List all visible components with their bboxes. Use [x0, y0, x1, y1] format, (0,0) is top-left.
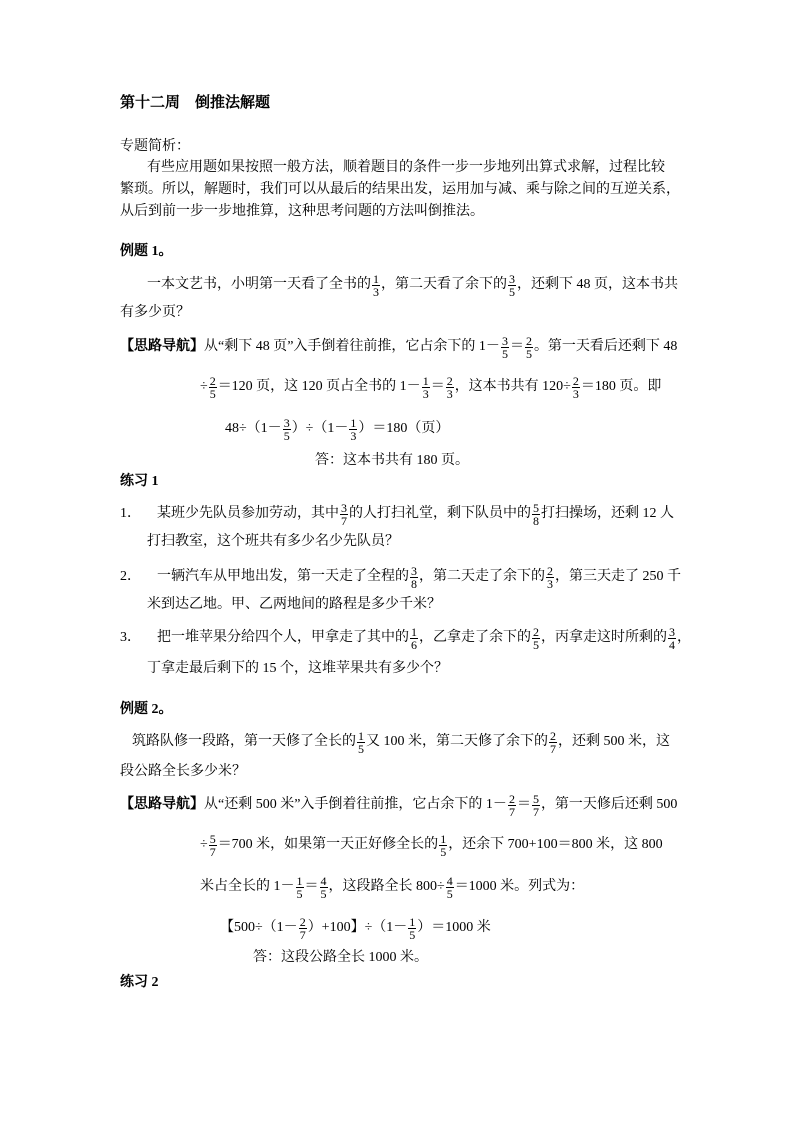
fraction-denominator: 4 — [669, 637, 675, 652]
example-2-problem-line — [132, 728, 670, 756]
fraction-denominator: 7 — [532, 804, 539, 819]
fraction-denominator: 5 — [296, 886, 303, 901]
text-run: ，丙拿走这时所剩的 — [541, 630, 667, 645]
fraction — [410, 626, 418, 651]
text-run: ，这段路全长 800÷ — [328, 879, 445, 894]
text-run: ＝ — [516, 797, 531, 812]
fraction — [549, 730, 557, 755]
text-run: 段公路全长多少米？ — [120, 764, 246, 779]
text-run: ＝120 页，这 120 页占全书的 1－ — [217, 379, 421, 394]
fraction-numerator: 2 — [550, 728, 556, 743]
text-run: ，乙拿走了余下的 — [419, 630, 531, 645]
text-run: ，还余下 700+100＝800 米，这 800 — [448, 837, 663, 852]
example-2-heading: 例题 2。 — [120, 702, 173, 717]
text-run: 48÷（1－ — [225, 421, 282, 436]
fraction — [340, 502, 348, 527]
text-run: 把一堆苹果分给四个人，甲拿走了其中的 — [157, 630, 409, 645]
analysis-line: 从后到前一步一步地推算，这种思考问题的方法叫倒推法。 — [120, 204, 484, 219]
fraction — [525, 335, 533, 360]
fraction — [357, 730, 365, 755]
text-run: ＝ — [430, 379, 445, 394]
text-run: 打扫教室，这个班共有多少名少先队员？ — [147, 534, 399, 549]
fraction — [408, 916, 416, 941]
fraction — [283, 417, 291, 442]
fraction-numerator: 2 — [446, 373, 453, 388]
fraction-numerator: 4 — [446, 873, 453, 888]
fraction-denominator: 8 — [411, 576, 417, 591]
example-2-formula — [220, 914, 491, 942]
example-2-answer: 答：这段公路全长 1000 米。 — [253, 950, 428, 965]
item-number: 3． — [120, 630, 141, 645]
fraction-denominator: 3 — [373, 284, 379, 299]
text-run: 又 100 米，第二天修了余下的 — [366, 734, 548, 749]
fraction — [410, 565, 418, 590]
example-1-answer: 答：这本书共有 180 页。 — [315, 453, 469, 468]
fraction-numerator: 2 — [525, 333, 532, 348]
text-run: 米到达乙地。甲、乙两地间的路程是多少千米？ — [147, 597, 441, 612]
fraction-denominator: 3 — [547, 576, 553, 591]
fraction — [372, 273, 380, 298]
fraction-denominator: 7 — [341, 513, 347, 528]
fraction-numerator: 3 — [411, 563, 417, 578]
text-run: ，这本书共有 120÷ — [454, 379, 571, 394]
text-run: 米占全长的 1－ — [200, 879, 295, 894]
text-run: ）÷（1－ — [291, 421, 349, 436]
fraction-numerator: 1 — [373, 271, 379, 286]
practice-item-line — [147, 532, 399, 552]
fraction-denominator: 5 — [501, 346, 508, 361]
fraction-numerator: 1 — [296, 873, 303, 888]
fraction — [532, 793, 540, 818]
item-number: 2． — [120, 569, 141, 584]
practice-1-heading: 练习 1 — [120, 474, 159, 489]
fraction-numerator: 2 — [533, 624, 539, 639]
fraction-denominator: 8 — [533, 513, 539, 528]
fraction-numerator: 5 — [533, 500, 539, 515]
practice-2-heading: 练习 2 — [120, 975, 159, 990]
fraction-numerator: 2 — [572, 373, 579, 388]
text-run: ＝ — [509, 339, 524, 354]
fraction-numerator: 3 — [501, 333, 508, 348]
fraction-numerator: 1 — [411, 624, 417, 639]
example-2-solution-line — [200, 831, 663, 859]
fraction-numerator: 2 — [547, 563, 553, 578]
solution-label: 【思路导航】 — [120, 339, 204, 354]
fraction-denominator: 5 — [525, 346, 532, 361]
fraction-numerator: 3 — [669, 624, 675, 639]
text-run: ＝ — [304, 879, 319, 894]
example-2-problem-line — [120, 762, 246, 782]
fraction — [572, 375, 580, 400]
fraction-numerator: 3 — [283, 415, 290, 430]
practice-item-line — [147, 595, 441, 615]
example-1-solution-line — [200, 373, 662, 401]
fraction-numerator: 3 — [341, 500, 347, 515]
text-run: ， — [677, 630, 691, 645]
fraction — [209, 375, 217, 400]
fraction-numerator: 3 — [509, 271, 515, 286]
fraction-denominator: 5 — [320, 886, 327, 901]
example-1-formula — [225, 415, 450, 443]
fraction-numerator: 1 — [422, 373, 429, 388]
fraction-numerator: 2 — [299, 914, 306, 929]
practice-item — [120, 563, 681, 591]
fraction-numerator: 2 — [508, 791, 515, 806]
text-run: 。第一天看后还剩下 48 — [533, 339, 678, 354]
text-run: 【500÷（1－ — [220, 920, 298, 935]
fraction — [209, 833, 217, 858]
example-1-heading: 例题 1。 — [120, 244, 173, 259]
fraction-denominator: 5 — [509, 284, 515, 299]
text-run: 从“还剩 500 米”入手倒着往前推，它占余下的 1－ — [204, 797, 507, 812]
fraction — [422, 375, 430, 400]
fraction-numerator: 1 — [358, 728, 364, 743]
fraction-numerator: 5 — [532, 791, 539, 806]
fraction — [446, 875, 454, 900]
fraction-denominator: 7 — [299, 927, 306, 942]
text-run: 的人打扫礼堂，剩下队员中的 — [349, 506, 531, 521]
fraction — [439, 833, 447, 858]
text-run: ＝180 页。即 — [580, 379, 662, 394]
practice-item — [120, 624, 691, 652]
solution-label: 【思路导航】 — [120, 797, 204, 812]
analysis-heading: 专题简析： — [120, 139, 190, 154]
fraction — [446, 375, 454, 400]
fraction-denominator: 3 — [350, 428, 357, 443]
fraction-denominator: 6 — [411, 637, 417, 652]
fraction-denominator: 3 — [572, 386, 579, 401]
text-run: ，第三天走了 250 千 — [555, 569, 681, 584]
text-run: ，第一天修后还剩 500 — [540, 797, 678, 812]
fraction — [501, 335, 509, 360]
text-run: 打扫操场，还剩 12 人 — [541, 506, 674, 521]
page-title: 第十二周 倒推法解题 — [120, 95, 271, 111]
fraction-denominator: 3 — [446, 386, 453, 401]
text-run: 筑路队修一段路，第一天修了全长的 — [132, 734, 356, 749]
text-run: ÷ — [200, 837, 208, 852]
text-run: ＝1000 米。列式为： — [454, 879, 585, 894]
fraction-denominator: 5 — [533, 637, 539, 652]
analysis-line: 有些应用题如果按照一般方法，顺着题目的条件一步一步地列出算式求解，过程比较 — [147, 160, 665, 175]
fraction-numerator: 4 — [320, 873, 327, 888]
fraction-denominator: 5 — [409, 927, 416, 942]
practice-item-line — [147, 659, 448, 679]
fraction — [296, 875, 304, 900]
fraction — [508, 273, 516, 298]
example-2-solution-line — [200, 873, 585, 901]
text-run: 一本文艺书，小明第一天看了全书的 — [147, 277, 371, 292]
text-run: ）+100】÷（1－ — [307, 920, 408, 935]
text-run: ）＝180（页） — [358, 421, 450, 436]
fraction — [668, 626, 676, 651]
text-run: ，第二天走了余下的 — [419, 569, 545, 584]
example-2-solution-line — [120, 791, 678, 819]
fraction — [299, 916, 307, 941]
fraction-denominator: 5 — [446, 886, 453, 901]
fraction-denominator: 3 — [422, 386, 429, 401]
fraction-denominator: 7 — [209, 844, 216, 859]
text-run: 有多少页？ — [120, 305, 190, 320]
text-run: ，还剩 500 米，这 — [558, 734, 670, 749]
example-1-problem-line — [120, 303, 190, 323]
fraction — [320, 875, 328, 900]
fraction-numerator: 5 — [209, 831, 216, 846]
text-run: 从“剩下 48 页”入手倒着往前推，它占余下的 1－ — [204, 339, 500, 354]
fraction-denominator: 7 — [508, 804, 515, 819]
example-1-problem-line — [147, 271, 678, 299]
fraction-denominator: 5 — [283, 428, 290, 443]
text-run: ，第二天看了余下的 — [381, 277, 507, 292]
text-run: 一辆汽车从甲地出发，第一天走了全程的 — [157, 569, 409, 584]
item-number: 1． — [120, 506, 141, 521]
fraction — [532, 626, 540, 651]
fraction — [508, 793, 516, 818]
example-1-solution-line — [120, 333, 678, 361]
text-run: ，还剩下 48 页，这本书共 — [517, 277, 678, 292]
fraction — [349, 417, 357, 442]
text-run: 某班少先队员参加劳动，其中 — [157, 506, 339, 521]
text-run: 丁拿走最后剩下的 15 个，这堆苹果共有多少个？ — [147, 661, 448, 676]
analysis-line: 繁琐。所以，解题时，我们可以从最后的结果出发，运用加与减、乘与除之间的互逆关系， — [120, 182, 680, 197]
fraction — [532, 502, 540, 527]
fraction-denominator: 5 — [209, 386, 216, 401]
fraction-numerator: 2 — [209, 373, 216, 388]
fraction-denominator: 5 — [358, 741, 364, 756]
text-run: ＝700 米，如果第一天正好修全长的 — [217, 837, 439, 852]
fraction-denominator: 5 — [440, 844, 447, 859]
practice-item — [120, 500, 674, 528]
fraction-numerator: 1 — [440, 831, 447, 846]
fraction — [546, 565, 554, 590]
text-run: ÷ — [200, 379, 208, 394]
fraction-numerator: 1 — [350, 415, 357, 430]
text-run: ）＝1000 米 — [417, 920, 491, 935]
fraction-numerator: 1 — [409, 914, 416, 929]
fraction-denominator: 7 — [550, 741, 556, 756]
